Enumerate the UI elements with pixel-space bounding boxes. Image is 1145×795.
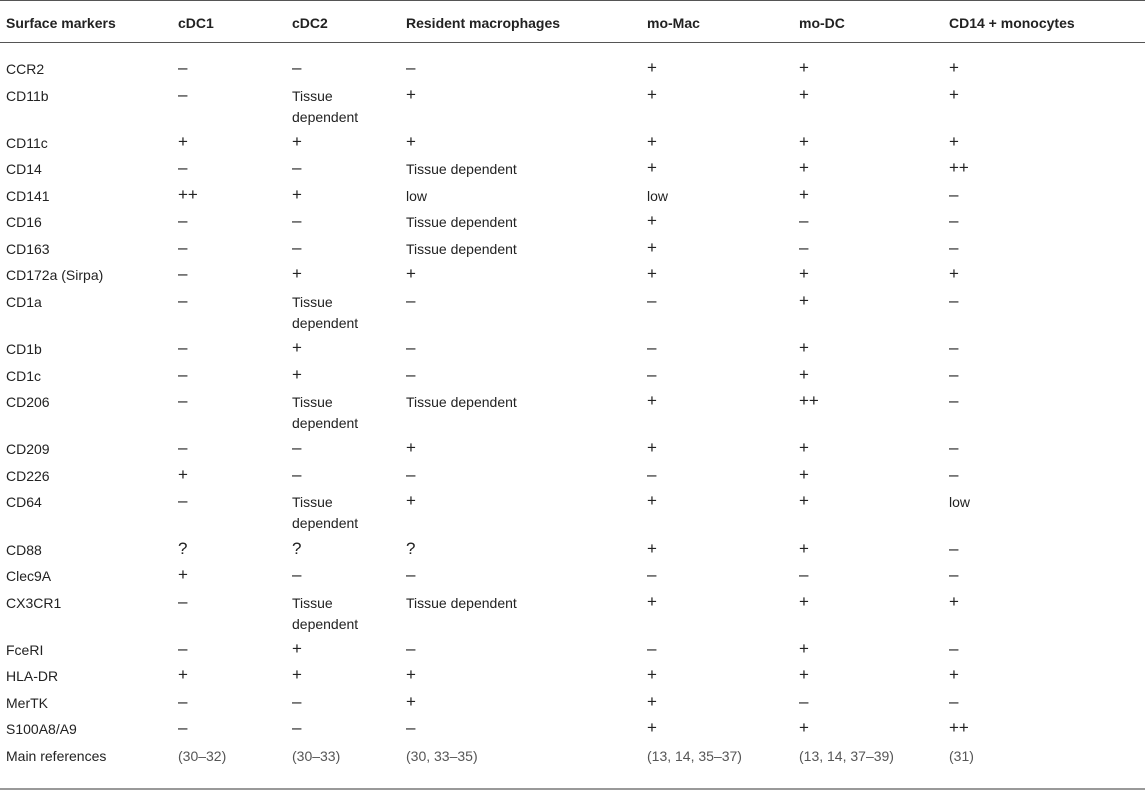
table-cell-cd14-monocytes: – (949, 365, 959, 384)
table-cell-cd14-monocytes: – (949, 291, 959, 310)
table-cell-mo-mac: + (647, 85, 657, 104)
table-cell-mo-dc: + (799, 132, 809, 151)
table-cell-mo-mac: – (647, 338, 657, 357)
table-cell-resident-macrophages: Tissue dependent (406, 394, 517, 410)
row-label: CX3CR1 (6, 595, 62, 611)
table-cell-cd14-monocytes: + (949, 264, 959, 283)
table-cell-cd14-monocytes: + (949, 85, 959, 104)
table-cell-mo-mac: – (647, 291, 657, 310)
column-header-cd14-monocytes: CD14 + monocytes (949, 15, 1075, 31)
table-cell-mo-mac: + (647, 132, 657, 151)
table-cell-resident-macrophages: – (406, 718, 416, 737)
table-cell-mo-mac: + (647, 491, 657, 510)
column-header-mo-mac: mo-Mac (647, 15, 700, 31)
table-cell-cdc2: + (292, 132, 302, 151)
row-label: CD163 (6, 241, 50, 257)
row-label: HLA-DR (6, 668, 59, 684)
table-cell-cdc2: ? (292, 539, 302, 558)
table-cell-cdc2: Tissue dependent (292, 595, 359, 632)
table-cell-resident-macrophages: + (406, 491, 416, 510)
table-cell-mo-mac: – (647, 465, 657, 484)
table-cell-mo-dc: + (799, 639, 809, 658)
table-cell-cdc1: – (178, 692, 188, 711)
table-cell-cdc2: – (292, 211, 302, 230)
table-cell-cdc2: (30–33) (292, 748, 341, 764)
table-cell-mo-mac: + (647, 692, 657, 711)
row-label: CD16 (6, 214, 42, 230)
row-label: Clec9A (6, 568, 52, 584)
table-cell-cdc2: + (292, 338, 302, 357)
table-cell-mo-mac: + (647, 211, 657, 230)
table-cell-cd14-monocytes: – (949, 639, 959, 658)
row-label: CCR2 (6, 61, 45, 77)
table-cell-cdc1: ++ (178, 185, 198, 204)
table-cell-cdc1: – (178, 491, 188, 510)
table-cell-mo-dc: + (799, 465, 809, 484)
table-cell-cdc2: + (292, 665, 302, 684)
table-cell-cdc2: + (292, 185, 302, 204)
table-cell-mo-dc: + (799, 85, 809, 104)
table-cell-mo-dc: + (799, 365, 809, 384)
table-cell-mo-dc: – (799, 692, 809, 711)
table-cell-cd14-monocytes: + (949, 58, 959, 77)
table-cell-mo-mac: – (647, 565, 657, 584)
table-cell-mo-mac: (13, 14, 35–37) (647, 748, 742, 764)
table-cell-cdc2: + (292, 264, 302, 283)
table-cell-resident-macrophages: – (406, 365, 416, 384)
table-cell-mo-dc: – (799, 565, 809, 584)
table-cell-cd14-monocytes: – (949, 238, 959, 257)
table-bottom-rule (0, 788, 1145, 790)
table-cell-cdc2: + (292, 639, 302, 658)
table-cell-resident-macrophages: – (406, 465, 416, 484)
table-cell-cdc1: (30–32) (178, 748, 227, 764)
table-cell-mo-dc: (13, 14, 37–39) (799, 748, 894, 764)
table-cell-cd14-monocytes: – (949, 438, 959, 457)
table-cell-cdc1: + (178, 132, 188, 151)
row-label: CD172a (Sirpa) (6, 267, 104, 283)
table-cell-mo-mac: + (647, 438, 657, 457)
table-cell-mo-dc: ++ (799, 391, 819, 410)
table-cell-cdc1: – (178, 238, 188, 257)
table-cell-resident-macrophages: Tissue dependent (406, 595, 517, 611)
table-cell-resident-macrophages: Tissue dependent (406, 241, 517, 257)
row-label: CD206 (6, 394, 50, 410)
row-label: CD1a (6, 294, 42, 310)
table-cell-cd14-monocytes: low (949, 494, 971, 510)
table-cell-cdc2: – (292, 58, 302, 77)
table-cell-resident-macrophages: + (406, 264, 416, 283)
table-cell-cd14-monocytes: – (949, 692, 959, 711)
table-cell-cdc1: – (178, 365, 188, 384)
table-cell-cdc1: – (178, 438, 188, 457)
row-label: Main references (6, 748, 107, 764)
table-cell-cdc1: – (178, 291, 188, 310)
table-cell-cd14-monocytes: (31) (949, 748, 974, 764)
row-label: S100A8/A9 (6, 721, 77, 737)
table-cell-cd14-monocytes: – (949, 565, 959, 584)
table-cell-cdc2: – (292, 718, 302, 737)
table-cell-resident-macrophages: ? (406, 539, 416, 558)
table-cell-mo-dc: + (799, 491, 809, 510)
row-label: MerTK (6, 695, 48, 711)
column-header-cdc2: cDC2 (292, 15, 328, 31)
table-cell-mo-dc: – (799, 211, 809, 230)
table-cell-cd14-monocytes: + (949, 592, 959, 611)
table-cell-mo-dc: + (799, 58, 809, 77)
table-cell-cdc1: – (178, 158, 188, 177)
table-cell-cd14-monocytes: – (949, 391, 959, 410)
table-cell-cdc1: – (178, 718, 188, 737)
table-cell-cdc1: – (178, 592, 188, 611)
table-cell-cdc1: – (178, 58, 188, 77)
row-label: CD226 (6, 468, 50, 484)
column-header-resident-macrophages: Resident macrophages (406, 15, 561, 31)
table-cell-mo-dc: + (799, 539, 809, 558)
table-cell-resident-macrophages: + (406, 85, 416, 104)
row-label: CD141 (6, 188, 50, 204)
table-cell-cdc2: Tissue dependent (292, 494, 359, 531)
table-cell-cd14-monocytes: – (949, 338, 959, 357)
row-label: CD88 (6, 542, 42, 558)
table-cell-resident-macrophages: – (406, 58, 416, 77)
row-label: CD209 (6, 441, 50, 457)
table-cell-cdc2: – (292, 565, 302, 584)
table-cell-mo-mac: + (647, 592, 657, 611)
table-cell-mo-mac: + (647, 238, 657, 257)
table-cell-cd14-monocytes: – (949, 539, 959, 558)
table-cell-cdc1: + (178, 665, 188, 684)
row-label: CD11b (6, 88, 49, 104)
table-cell-cdc1: + (178, 565, 188, 584)
table-cell-cdc2: – (292, 465, 302, 484)
table-cell-mo-mac: + (647, 539, 657, 558)
row-label: CD64 (6, 494, 42, 510)
table-cell-resident-macrophages: – (406, 639, 416, 658)
table-cell-cdc2: – (292, 238, 302, 257)
table-cell-cdc2: + (292, 365, 302, 384)
table-cell-resident-macrophages: – (406, 291, 416, 310)
table-cell-cdc1: – (178, 391, 188, 410)
table-cell-cdc1: – (178, 211, 188, 230)
row-label: FceRI (6, 642, 44, 658)
table-cell-mo-dc: + (799, 158, 809, 177)
table-cell-mo-mac: + (647, 391, 657, 410)
table-cell-cdc2: – (292, 438, 302, 457)
table-cell-cd14-monocytes: – (949, 185, 959, 204)
table-cell-mo-dc: + (799, 665, 809, 684)
table-cell-cdc2: Tissue dependent (292, 294, 359, 331)
table-cell-mo-dc: – (799, 238, 809, 257)
table-cell-cd14-monocytes: + (949, 132, 959, 151)
table-cell-mo-mac: + (647, 158, 657, 177)
table-top-rule (0, 0, 1145, 1)
table-cell-mo-mac: + (647, 264, 657, 283)
table-cell-cdc2: – (292, 692, 302, 711)
table-cell-mo-mac: low (647, 188, 669, 204)
table-cell-resident-macrophages: – (406, 338, 416, 357)
table-cell-cdc1: ? (178, 539, 188, 558)
row-label: CD1c (6, 368, 42, 384)
table-cell-cdc1: – (178, 639, 188, 658)
column-header-marker: Surface markers (6, 15, 116, 31)
table-cell-cdc1: – (178, 264, 188, 283)
table-cell-cdc2: Tissue dependent (292, 394, 359, 431)
table-cell-mo-dc: + (799, 718, 809, 737)
table-cell-cdc2: – (292, 158, 302, 177)
table-cell-resident-macrophages: + (406, 692, 416, 711)
table-cell-mo-mac: – (647, 639, 657, 658)
table-cell-resident-macrophages: + (406, 438, 416, 457)
table-cell-mo-mac: – (647, 365, 657, 384)
table-cell-resident-macrophages: Tissue dependent (406, 214, 517, 230)
table-cell-resident-macrophages: + (406, 665, 416, 684)
table-cell-cd14-monocytes: + (949, 665, 959, 684)
table-cell-cdc1: – (178, 85, 188, 104)
table-cell-resident-macrophages: + (406, 132, 416, 151)
table-cell-resident-macrophages: low (406, 188, 428, 204)
table-cell-resident-macrophages: (30, 33–35) (406, 748, 478, 764)
table-cell-mo-dc: + (799, 264, 809, 283)
table-cell-mo-dc: + (799, 185, 809, 204)
table-cell-cdc1: + (178, 465, 188, 484)
column-header-mo-dc: mo-DC (799, 15, 845, 31)
table-cell-cd14-monocytes: ++ (949, 718, 969, 737)
table-header-rule (0, 42, 1145, 43)
row-label: CD14 (6, 161, 42, 177)
table-cell-mo-dc: + (799, 338, 809, 357)
table-cell-mo-mac: + (647, 718, 657, 737)
table-cell-cd14-monocytes: – (949, 465, 959, 484)
row-label: CD11c (6, 135, 48, 151)
table-cell-mo-dc: + (799, 291, 809, 310)
table-cell-cdc1: – (178, 338, 188, 357)
table-cell-resident-macrophages: – (406, 565, 416, 584)
table-cell-mo-mac: + (647, 665, 657, 684)
table-cell-cd14-monocytes: – (949, 211, 959, 230)
table-cell-mo-mac: + (647, 58, 657, 77)
column-header-cdc1: cDC1 (178, 15, 214, 31)
row-label: CD1b (6, 341, 42, 357)
table-cell-resident-macrophages: Tissue dependent (406, 161, 517, 177)
table-cell-mo-dc: + (799, 438, 809, 457)
table-cell-mo-dc: + (799, 592, 809, 611)
table-cell-cdc2: Tissue dependent (292, 88, 359, 125)
table-cell-cd14-monocytes: ++ (949, 158, 969, 177)
